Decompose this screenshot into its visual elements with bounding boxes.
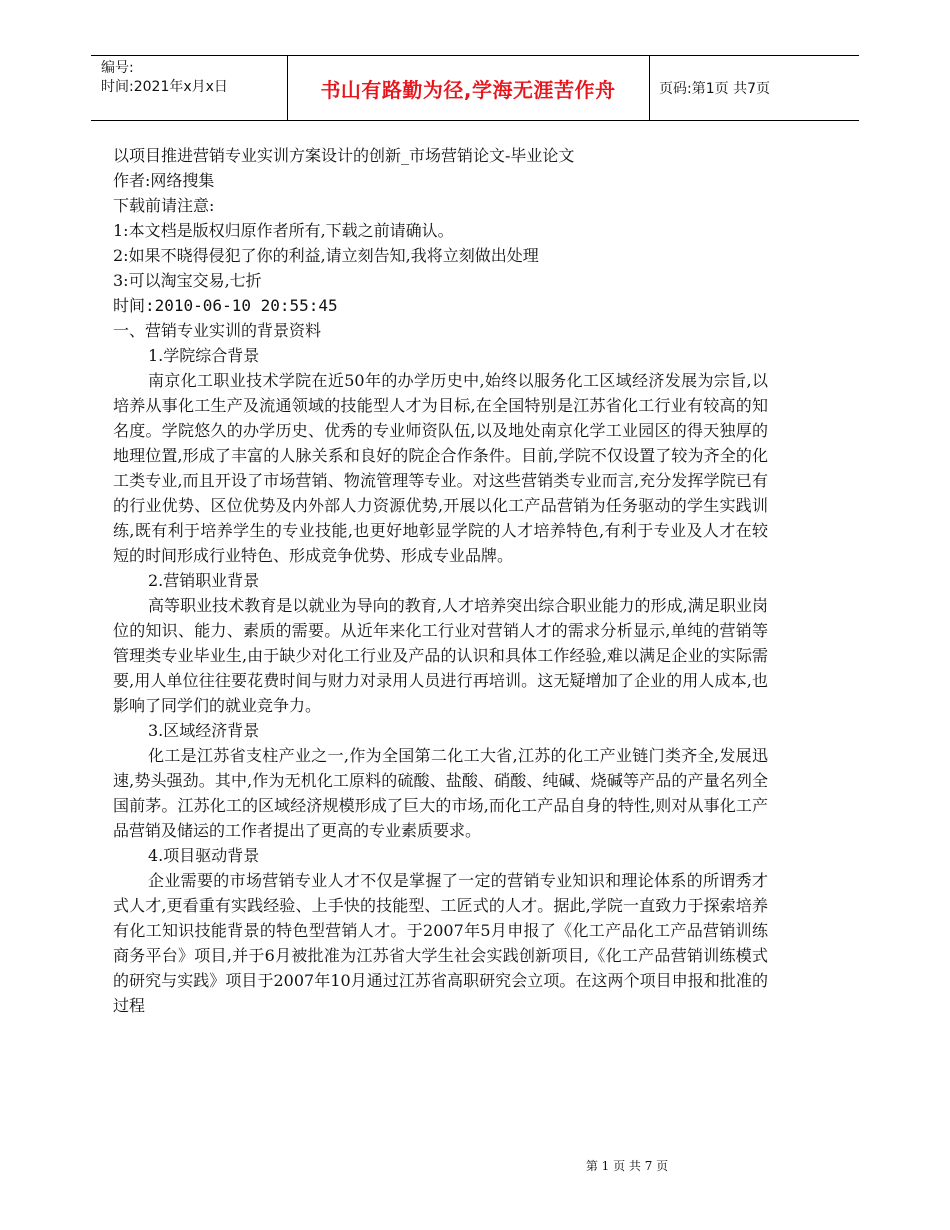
- header-motto: 书山有路勤为径,学海无涯苦作舟: [320, 77, 616, 102]
- subsection-heading: 1.学院综合背景: [148, 346, 260, 365]
- paragraph: 高等职业技术教育是以就业为导向的教育,人才培养突出综合职业能力的形成,满足职业岗位的知识、能力、素质的需要。从近年来化工行业对营销人才的需求分析显示,单纯的营销等管理类专业毕业生,由于缺少对化工行业及产品的认识和具体工作经验,难以满足企业的实际需要,用人单位往往要花费时间与财力对录用人员进行再培训。这无疑增加了企业的用人成本,也影响了同学们的就业竞争力。: [113, 596, 768, 715]
- page-header: [91, 55, 859, 121]
- number-label: 编号:: [101, 60, 134, 76]
- header-meta: [101, 59, 286, 97]
- subsection-heading: 3.区域经济背景: [148, 721, 260, 740]
- notice-item: 1:本文档是版权归原作者所有,下载之前请确认。: [113, 221, 454, 240]
- document-title: 以项目推进营销专业实训方案设计的创新_市场营销论文-毕业论文: [113, 146, 575, 165]
- header-page-info: 页码:第1页 共7页: [659, 81, 770, 97]
- subsection-heading: 4.项目驱动背景: [148, 846, 260, 865]
- paragraph: 企业需要的市场营销专业人才不仅是掌握了一定的营销专业知识和理论体系的所谓秀才式人才,更看重有实践经验、上手快的技能型、工匠式的人才。据此,学院一直致力于探索培养有化工知识技能背景的特色型营销人才。于2007年5月申报了《化工产品化工产品营销训练商务平台》项目,并于6月被批准为江苏省大学生社会实践创新项目,《化工产品营销训练模式的研究与实践》项目于2007年10月通过江苏省高职研究会立项。在这两个项目申报和批准的过程: [113, 871, 768, 1015]
- page-footer: 第 1 页 共 7 页: [585, 1159, 669, 1173]
- notice-item: 2:如果不晓得侵犯了你的利益,请立刻告知,我将立刻做出处理: [113, 246, 539, 265]
- notice-heading: 下载前请注意:: [113, 196, 215, 215]
- datetime-line: 时间:2010-06-10 20:55:45: [113, 296, 338, 315]
- author-line: 作者:网络搜集: [113, 171, 215, 190]
- header-divider: [649, 56, 650, 120]
- section-heading: 一、营销专业实训的背景资料: [113, 321, 322, 340]
- document-body: [113, 143, 768, 1018]
- paragraph: 化工是江苏省支柱产业之一,作为全国第二化工大省,江苏的化工产业链门类齐全,发展迅速,势头强劲。其中,作为无机化工原料的硫酸、盐酸、硝酸、纯碱、烧碱等产品的产量名列全国前茅。江苏化工的区域经济规模形成了巨大的市场,而化工产品自身的特性,则对从事化工产品营销及储运的工作者提出了更高的专业素质要求。: [113, 746, 768, 840]
- subsection-heading: 2.营销职业背景: [148, 571, 260, 590]
- time-label: 时间:2021年x月x日: [101, 79, 228, 95]
- notice-item: 3:可以淘宝交易,七折: [113, 271, 262, 290]
- paragraph: 南京化工职业技术学院在近50年的办学历史中,始终以服务化工区域经济发展为宗旨,以培养从事化工生产及流通领域的技能型人才为目标,在全国特别是江苏省化工行业有较高的知名度。学院悠久的办学历史、优秀的专业师资队伍,以及地处南京化学工业园区的得天独厚的地理位置,形成了丰富的人脉关系和良好的院企合作条件。目前,学院不仅设置了较为齐全的化工类专业,而且开设了市场营销、物流管理等专业。对这些营销类专业而言,充分发挥学院已有的行业优势、区位优势及内外部人力资源优势,开展以化工产品营销为任务驱动的学生实践训练,既有利于培养学生的专业技能,也更好地彰显学院的人才培养特色,有利于专业及人才在较短的时间形成行业特色、形成竞争优势、形成专业品牌。: [113, 371, 768, 565]
